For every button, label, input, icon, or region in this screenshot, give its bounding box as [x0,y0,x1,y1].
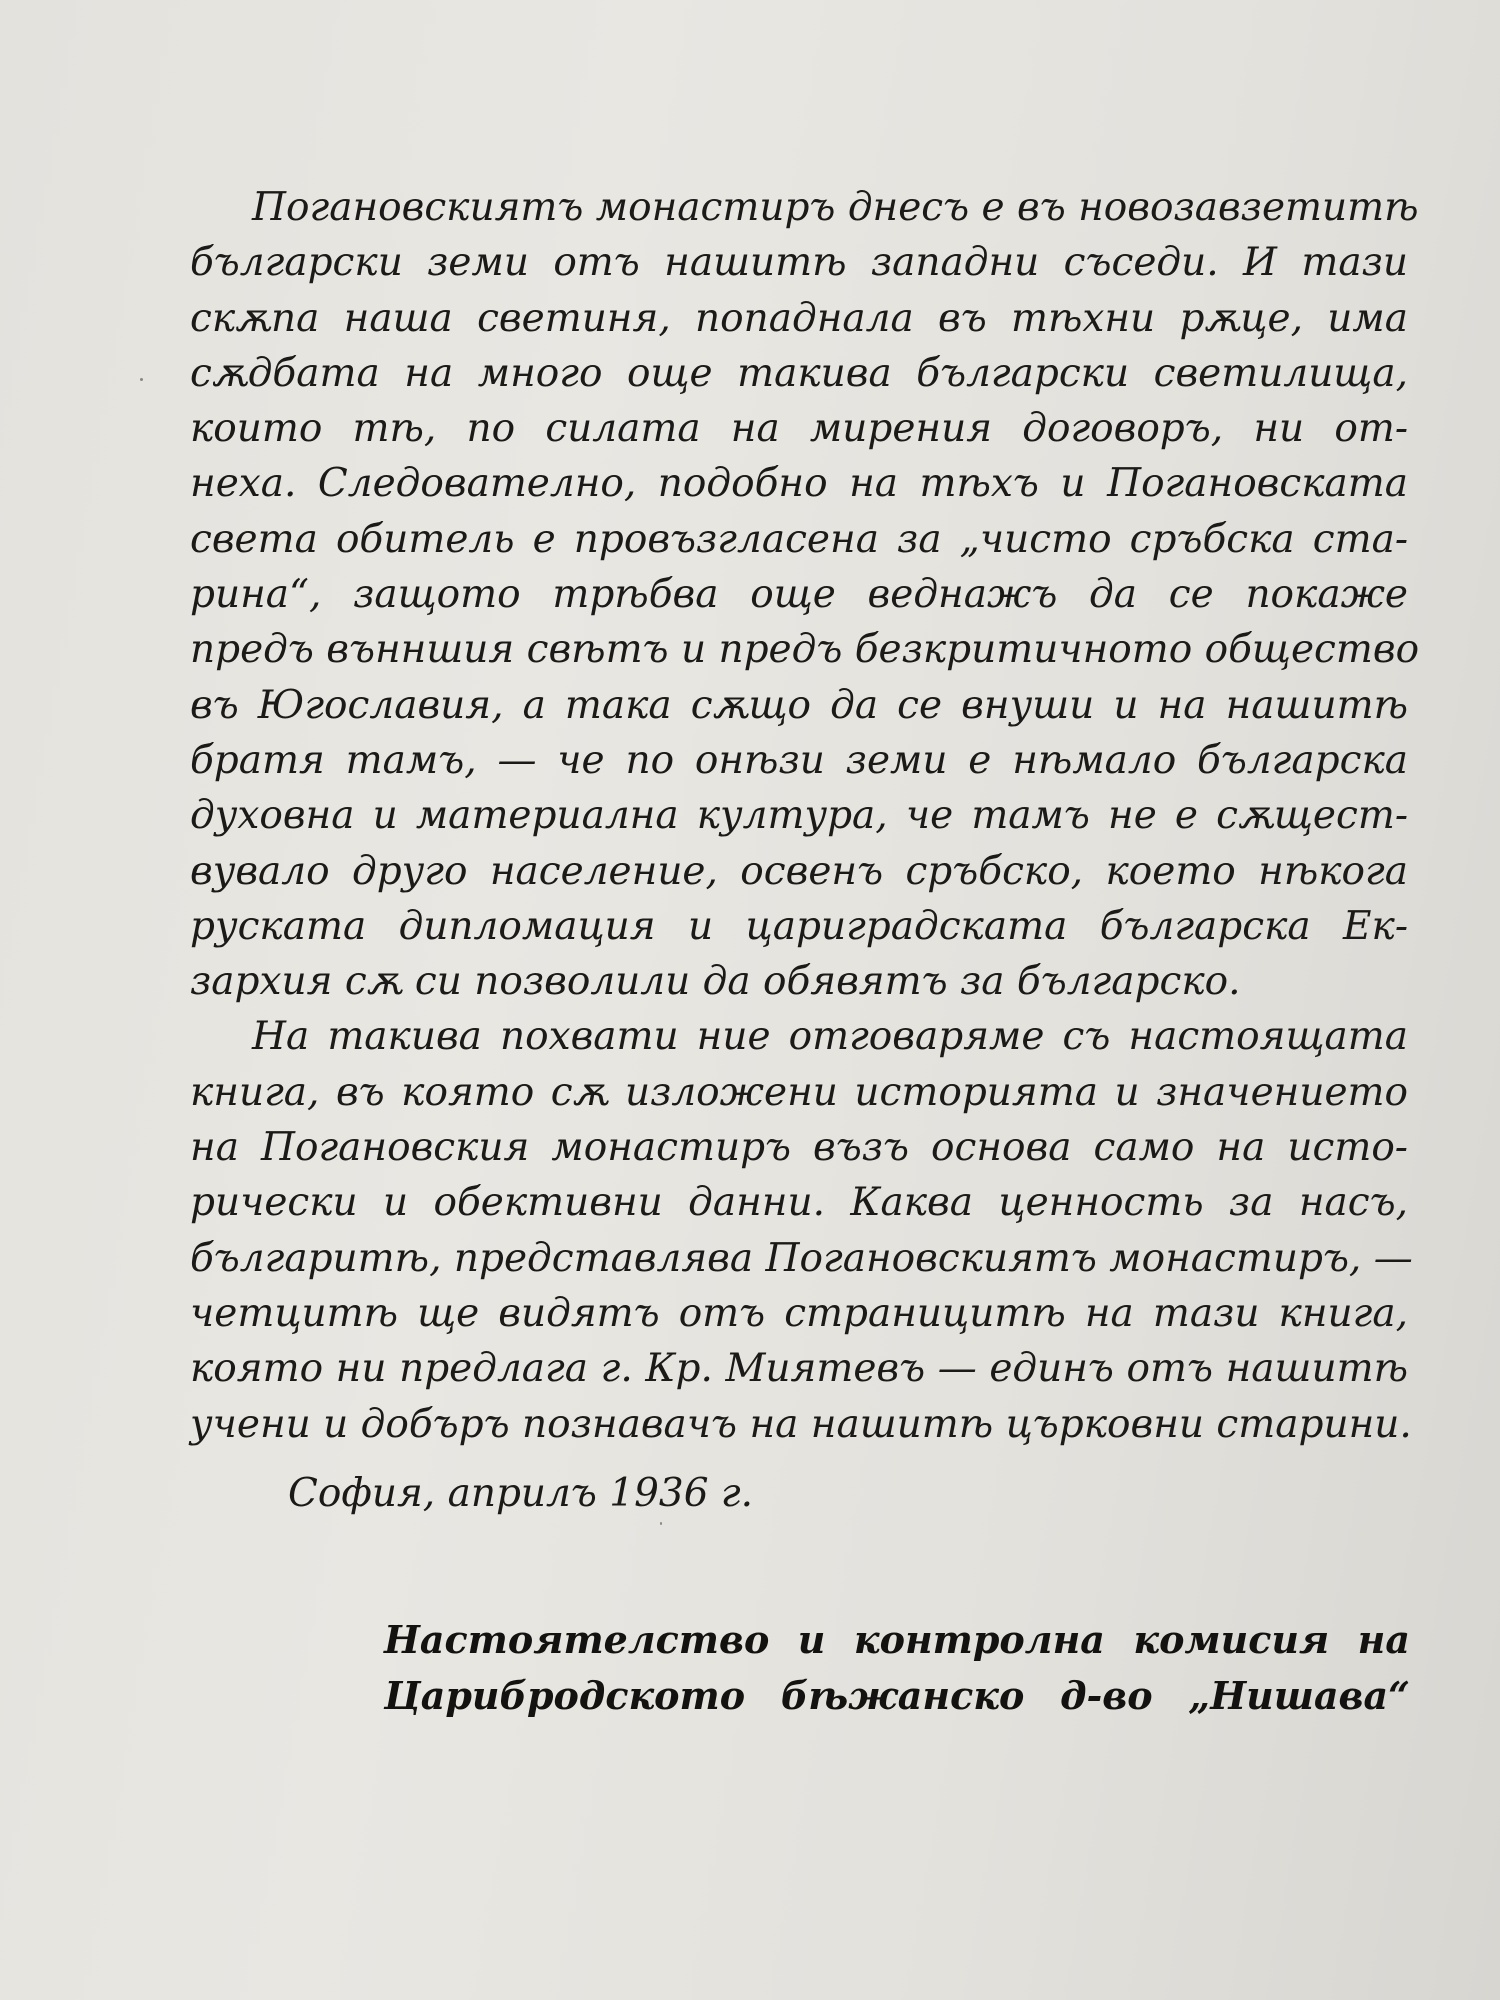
text-line: духовна и материална култура, че тамъ не е сѫщест- [190,793,1408,839]
paragraph-2 [190,1009,1413,1451]
text-line: рина“, защото трѣбва още веднажъ да се покаже [190,572,1408,618]
text-line: скѫпа наша светиня, попаднала въ тѣхни рѫце, има [190,295,1408,341]
text-line: света обитель е провъзгласена за „чисто сръбска ста- [190,516,1408,562]
text-line: Погановскиятъ монастиръ днесъ е въ новозавзетитѣ [252,185,1419,230]
text-line: братя тамъ, — че по онѣзи земи е нѣмало българска [190,737,1408,783]
text-line: книга, въ която сѫ изложени историята и значението [190,1069,1408,1115]
text-line: които тѣ, по силата на мирения договоръ, ни от- [190,406,1408,452]
text-line: българитѣ, представлява Погановскиятъ монастиръ, — [190,1235,1413,1281]
text-line: зархия сѫ си позволили да обявятъ за българско. [190,959,1241,1005]
signature-line: Царибродското бѣжанско д-во „Нишава“ [384,1673,1410,1718]
paper-speck [140,378,143,381]
text-line: учени и добъръ познавачъ на нашитѣ църковни старини. [190,1401,1412,1447]
paragraph-1 [190,180,1420,1009]
text-line: на Погановския монастиръ възъ основа само на исто- [190,1125,1408,1171]
text-line: предъ вънншия свѣтъ и предъ безкритичното общество [190,627,1420,673]
text-line: руската дипломация и цариградската българска Ек- [190,903,1408,949]
text-line: вувало друго население, освенъ сръбско, което нѣкога [190,848,1408,894]
text-line: въ Югославия, а така сѫщо да се внуши и на нашитѣ [190,682,1408,728]
text-line: На такива похвати ние отговаряме съ настоящата [252,1014,1408,1060]
text-line: сѫдбата на много още такива български светилища, [190,350,1408,396]
place-and-date: София, априлъ 1936 г. [288,1471,754,1516]
signature-line: Настоятелство и контролна комисия на [384,1617,1410,1662]
text-line: която ни предлага г. Кр. Миятевъ — единъ отъ нашитѣ [190,1346,1408,1392]
signature-block [384,1612,1410,1724]
paper-speck [660,1522,662,1525]
text-line: български земи отъ нашитѣ западни съседи. И тази [190,240,1408,286]
text-line: четцитѣ ще видятъ отъ страницитѣ на тази книга, [190,1290,1408,1336]
text-line: рически и обективни данни. Каква ценность за насъ, [190,1180,1408,1226]
preface-text [190,180,1420,1452]
text-line: неха. Следователно, подобно на тѣхъ и Погановската [190,461,1408,507]
